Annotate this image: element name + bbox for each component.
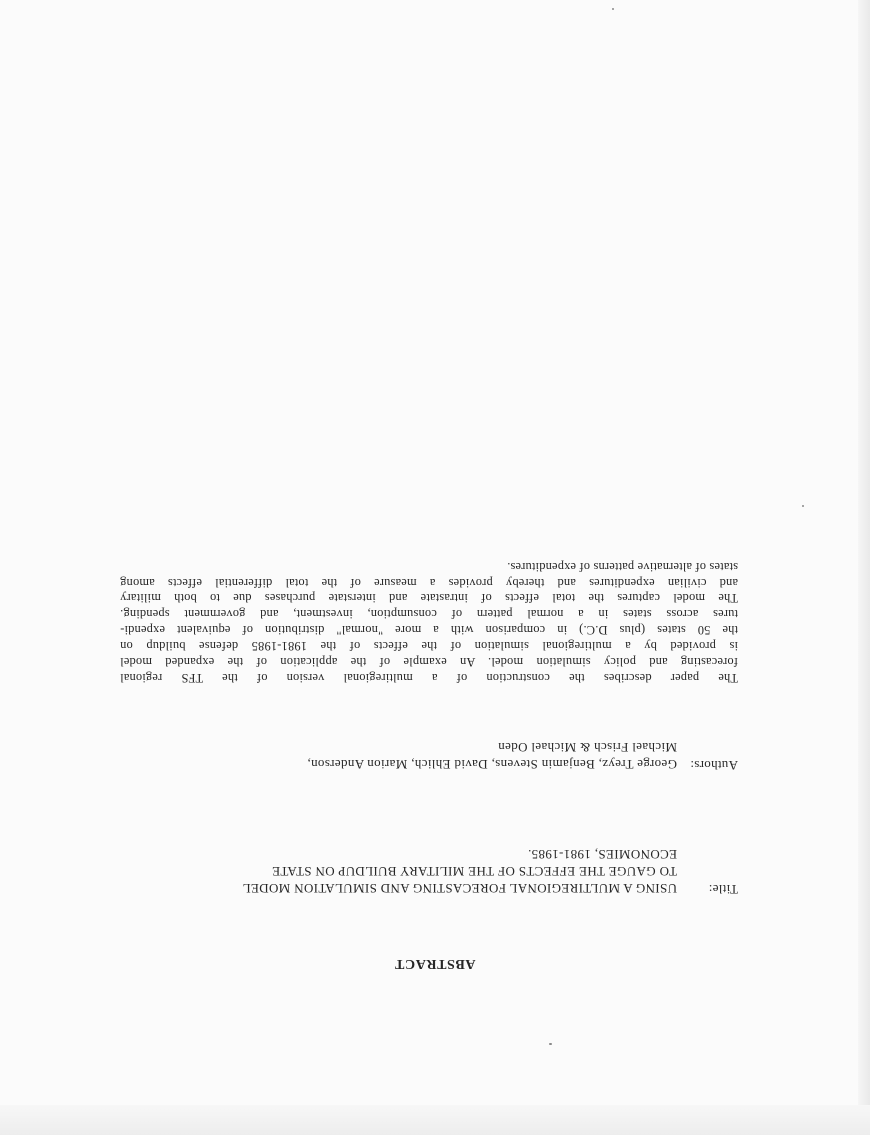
title-line: TO GAUGE THE EFFECTS OF THE MILITARY BUILDUP ON STATE	[271, 864, 677, 879]
abstract-line: forecasting and policy simulation model. An example of the application of the expanded model	[120, 655, 738, 670]
title-line: ECONOMIES, 1981-1985.	[527, 847, 677, 862]
abstract-line: The model captures the total effects of intrastate and interstate purchases due to both military	[120, 591, 738, 606]
authors-line: George Treyz, Benjamin Stevens, David Ehlich, Marion Anderson,	[307, 757, 677, 772]
title-value	[117, 846, 677, 897]
title-line: USING A MULTIREGIONAL FORECASTING AND SIMULATION MODEL	[242, 881, 677, 896]
authors-label: Authors:	[690, 758, 738, 773]
abstract-line: tures across states in a normal pattern of consumption, investment, and government spending.	[120, 607, 738, 622]
abstract-line: The paper describes the construction of a multiregional version of the TFS regional	[120, 671, 738, 685]
title-label: Title:	[708, 882, 738, 897]
abstract-heading: ABSTRACT	[394, 956, 476, 971]
abstract-line: the 50 states (plus D.C.) in comparison with a more "normal" distribution of equivalent expendi-	[120, 623, 738, 638]
abstract-line: states of alternative patterns of expenditures.	[507, 559, 738, 574]
authors-line: Michael Frisch & Michael Oden	[497, 740, 677, 755]
abstract-line: is provided by a multiregional simulation of the effects of the 1981-1985 defense buildup on	[120, 639, 738, 654]
authors-value	[117, 739, 677, 773]
abstract-line: and civilian expenditures and thereby provides a measure of the total differential effects among	[120, 575, 738, 590]
abstract-paragraph	[120, 558, 738, 685]
